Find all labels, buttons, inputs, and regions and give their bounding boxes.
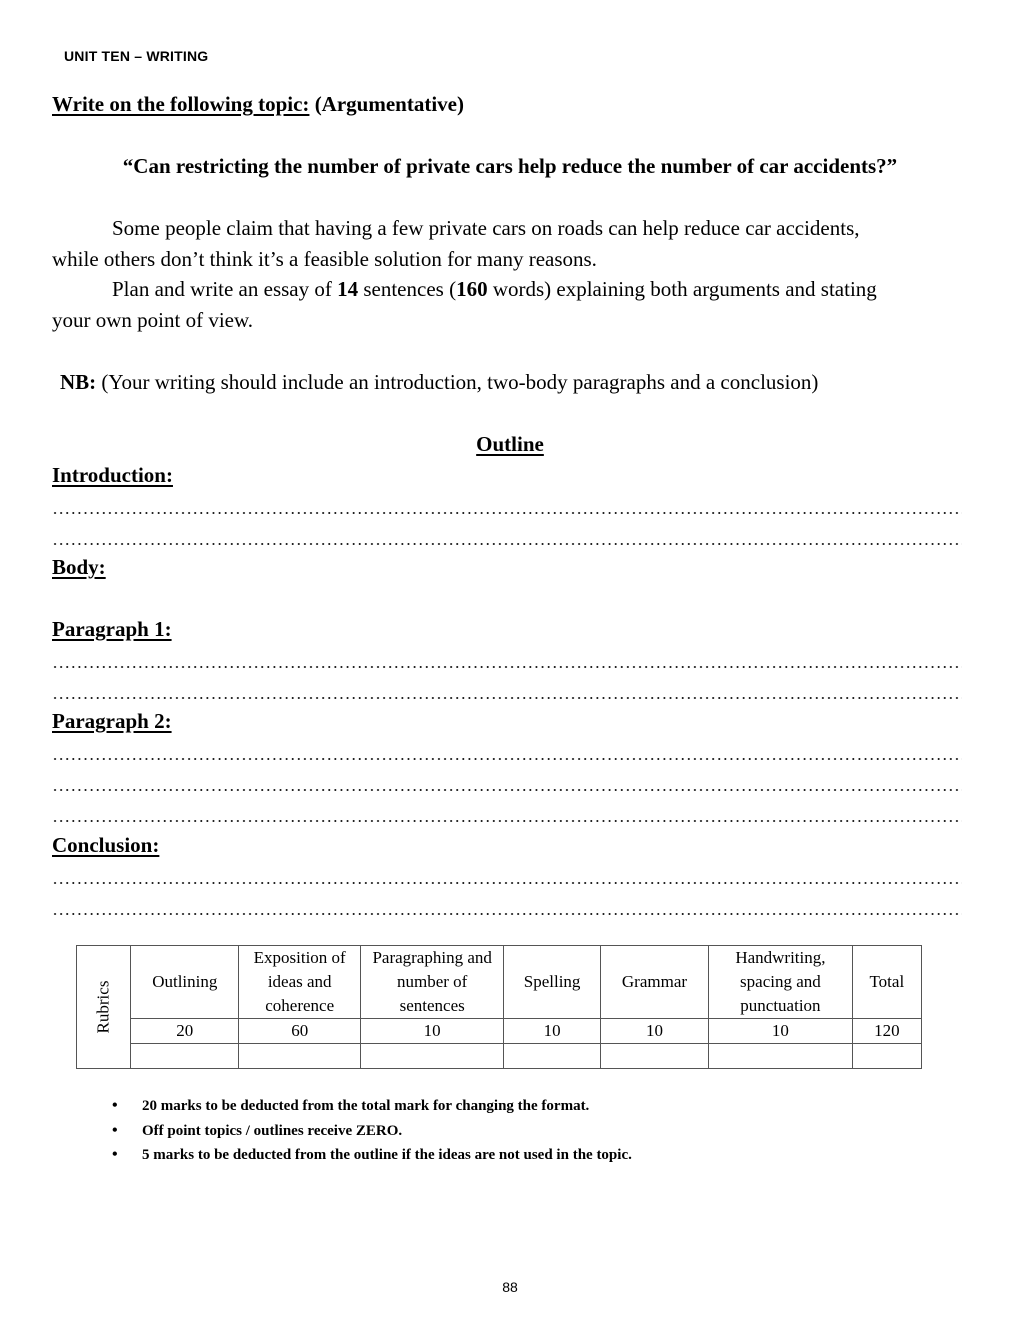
page-number: 88 xyxy=(502,1279,518,1295)
outline-title: Outline xyxy=(476,432,544,456)
paragraph2-label: Paragraph 2: xyxy=(52,709,172,733)
score-cell[interactable] xyxy=(709,1044,853,1069)
prompt-line-2: while others don’t think it’s a feasible solution for many reasons. xyxy=(52,247,597,271)
requirements-line xyxy=(112,277,877,301)
sentence-count: 14 xyxy=(337,277,359,301)
unit-header: UNIT TEN – WRITING xyxy=(64,48,209,64)
score-cell[interactable] xyxy=(600,1044,708,1069)
writing-line[interactable] xyxy=(52,913,962,915)
req-text: words) explaining both arguments and stating xyxy=(487,277,877,301)
introduction-label: Introduction: xyxy=(52,463,173,487)
rubric-table xyxy=(76,945,922,1069)
body-label: Body: xyxy=(52,555,106,579)
rubric-row-label xyxy=(77,946,131,1069)
rubric-mark: 60 xyxy=(239,1019,360,1044)
rubric-header: Paragraphing and number of sentences xyxy=(360,946,504,1019)
rubric-header: Outlining xyxy=(131,946,239,1019)
rubric-mark: 10 xyxy=(360,1019,504,1044)
nb-text: (Your writing should include an introduction, two-body paragraphs and a conclusion) xyxy=(96,370,819,394)
note-item: • Off point topics / outlines receive ZERO. xyxy=(108,1119,632,1144)
score-cell[interactable] xyxy=(131,1044,239,1069)
topic-label: Write on the following topic: xyxy=(52,92,310,116)
rubric-mark: 120 xyxy=(852,1019,921,1044)
word-count: 160 xyxy=(456,277,488,301)
rubric-header: Total xyxy=(852,946,921,1019)
paragraph1-label: Paragraph 1: xyxy=(52,617,172,641)
rubric-mark: 10 xyxy=(600,1019,708,1044)
rubric-header-row xyxy=(77,946,922,1019)
rubric-header: Handwriting, spacing and punctuation xyxy=(709,946,853,1019)
writing-line[interactable] xyxy=(52,789,962,791)
req-text: sentences ( xyxy=(358,277,457,301)
rubric-marks-row xyxy=(77,1019,922,1044)
essay-type: (Argumentative) xyxy=(314,92,464,116)
rubric-header: Exposition of ideas and coherence xyxy=(239,946,360,1019)
score-cell[interactable] xyxy=(504,1044,600,1069)
rubric-mark: 10 xyxy=(504,1019,600,1044)
conclusion-label: Conclusion: xyxy=(52,833,160,857)
writing-line[interactable] xyxy=(52,666,962,668)
nb-label: NB: xyxy=(60,370,97,394)
score-cell[interactable] xyxy=(852,1044,921,1069)
nb-note xyxy=(60,370,818,394)
writing-line[interactable] xyxy=(52,543,962,545)
essay-question: “Can restricting the number of private cars help reduce the number of car accidents?” xyxy=(122,154,898,178)
writing-line[interactable] xyxy=(52,758,962,760)
rubric-header: Grammar xyxy=(600,946,708,1019)
note-item: • 20 marks to be deducted from the total mark for changing the format. xyxy=(108,1094,632,1119)
requirements-line-2: your own point of view. xyxy=(52,308,254,332)
prompt-line-1: Some people claim that having a few private cars on roads can help reduce car accidents, xyxy=(112,216,860,240)
rubric-label-text: Rubrics xyxy=(93,980,113,1034)
writing-line[interactable] xyxy=(52,820,962,822)
score-cell[interactable] xyxy=(239,1044,360,1069)
req-text: Plan and write an essay of xyxy=(112,277,338,301)
writing-line[interactable] xyxy=(52,512,962,514)
rubric-header: Spelling xyxy=(504,946,600,1019)
note-item: • 5 marks to be deducted from the outline if the ideas are not used in the topic. xyxy=(108,1143,632,1168)
rubric-mark: 10 xyxy=(709,1019,853,1044)
topic-instruction xyxy=(52,92,464,116)
writing-line[interactable] xyxy=(52,697,962,699)
score-cell[interactable] xyxy=(360,1044,504,1069)
rubric-mark: 20 xyxy=(131,1019,239,1044)
rubric-score-row xyxy=(77,1044,922,1069)
writing-line[interactable] xyxy=(52,882,962,884)
grading-notes xyxy=(108,1094,632,1168)
